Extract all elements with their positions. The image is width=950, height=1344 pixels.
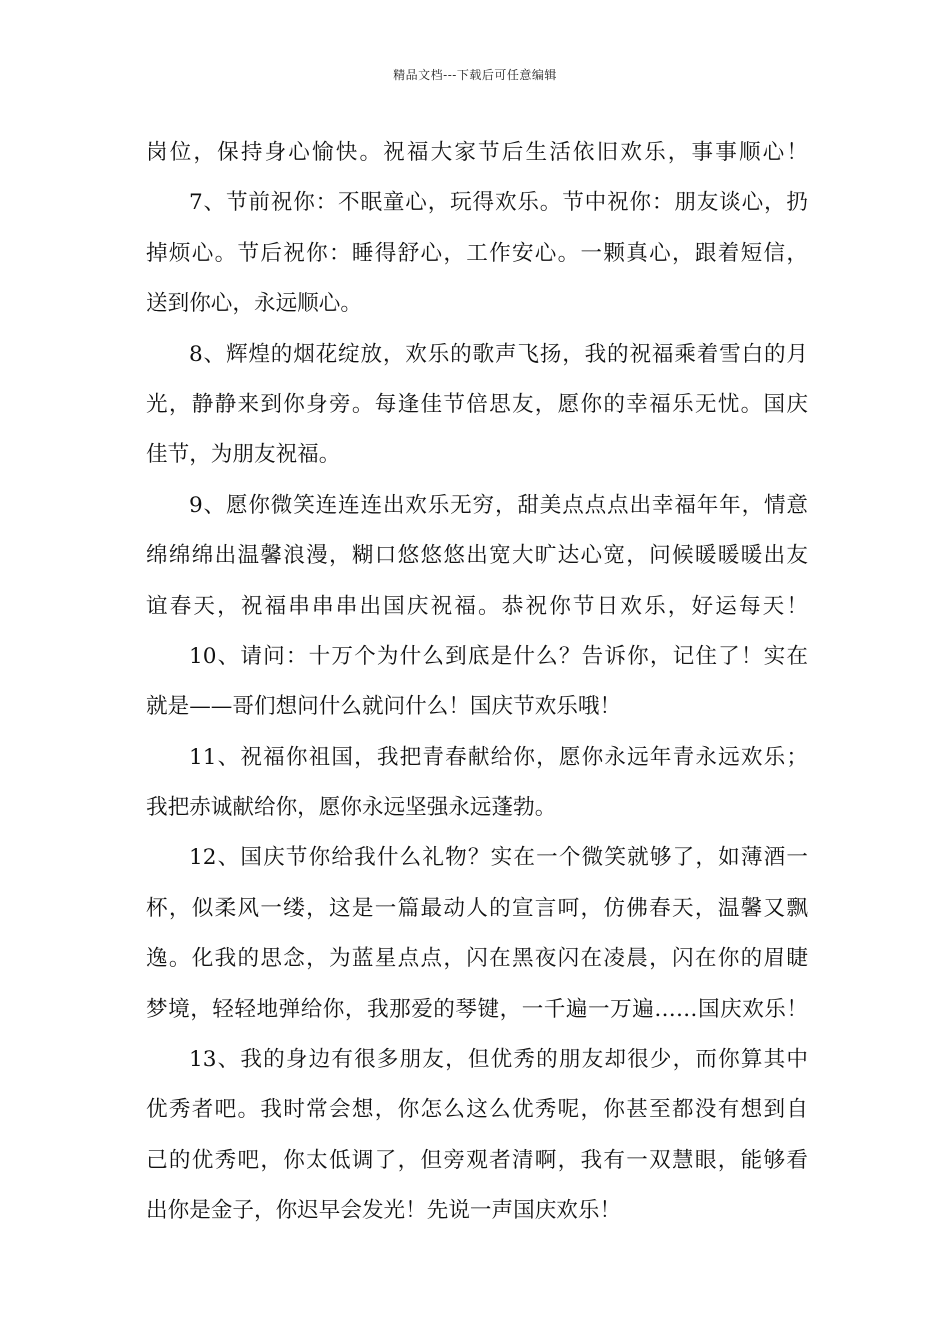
- paragraph-line: 岗位，保持身心愉快。祝福大家节后生活依旧欢乐，事事顺心！: [146, 140, 808, 165]
- paragraph-line: 己的优秀吧，你太低调了，但旁观者清啊，我有一双慧眼，能够看: [146, 1147, 808, 1173]
- paragraph-line: 我把赤诚献给你，愿你永远坚强永远蓬勃。: [146, 795, 557, 821]
- paragraph-line: 出你是金子，你迟早会发光！先说一声国庆欢乐！: [146, 1198, 622, 1224]
- paragraph-line: 11、祝福你祖国，我把青春献给你，愿你永远年青永远欢乐；: [189, 744, 808, 770]
- paragraph-line: 12、国庆节你给我什么礼物？实在一个微笑就够了，如薄酒一: [189, 845, 808, 871]
- paragraph-line: 优秀者吧。我时常会想，你怎么这么优秀呢，你甚至都没有想到自: [146, 1097, 808, 1123]
- paragraph-line: 逸。化我的思念，为蓝星点点，闪在黑夜闪在凌晨，闪在你的眉睫: [146, 946, 808, 972]
- paragraph-line: 8、辉煌的烟花绽放，欢乐的歌声飞扬，我的祝福乘着雪白的月: [189, 341, 808, 367]
- paragraph-line: 绵绵绵出温馨浪漫，糊口悠悠悠出宽大旷达心宽，问候暖暖暖出友: [146, 543, 808, 569]
- page-header: 精品文档---下载后可任意编辑: [393, 68, 557, 82]
- paragraph-line: 梦境，轻轻地弹给你，我那爱的琴键，一千遍一万遍……国庆欢乐！: [146, 996, 808, 1022]
- paragraph-line: 光，静静来到你身旁。每逢佳节倍思友，愿你的幸福乐无忧。国庆: [146, 391, 808, 417]
- paragraph-line: 7、节前祝你：不眠童心，玩得欢乐。节中祝你：朋友谈心，扔: [189, 190, 808, 216]
- paragraph-line: 谊春天，祝福串串串出国庆祝福。恭祝你节日欢乐，好运每天！: [146, 593, 808, 619]
- paragraph-line: 9、愿你微笑连连连出欢乐无穷，甜美点点点出幸福年年，情意: [189, 492, 808, 518]
- paragraph-line: 10、请问：十万个为什么到底是什么？告诉你，记住了！实在: [189, 643, 808, 669]
- paragraph-line: 就是——哥们想问什么就问什么！国庆节欢乐哦！: [146, 694, 622, 720]
- paragraph-line: 掉烦心。节后祝你：睡得舒心，工作安心。一颗真心，跟着短信，: [146, 240, 808, 266]
- paragraph-line: 佳节，为朋友祝福。: [146, 442, 341, 468]
- paragraph-line: 杯，似柔风一缕，这是一篇最动人的宣言呵，仿佛春天，温馨又飘: [146, 895, 808, 921]
- paragraph-line: 送到你心，永远顺心。: [146, 291, 362, 317]
- document-body: [146, 128, 808, 1237]
- paragraph-line: 13、我的身边有很多朋友，但优秀的朋友却很少，而你算其中: [189, 1047, 808, 1073]
